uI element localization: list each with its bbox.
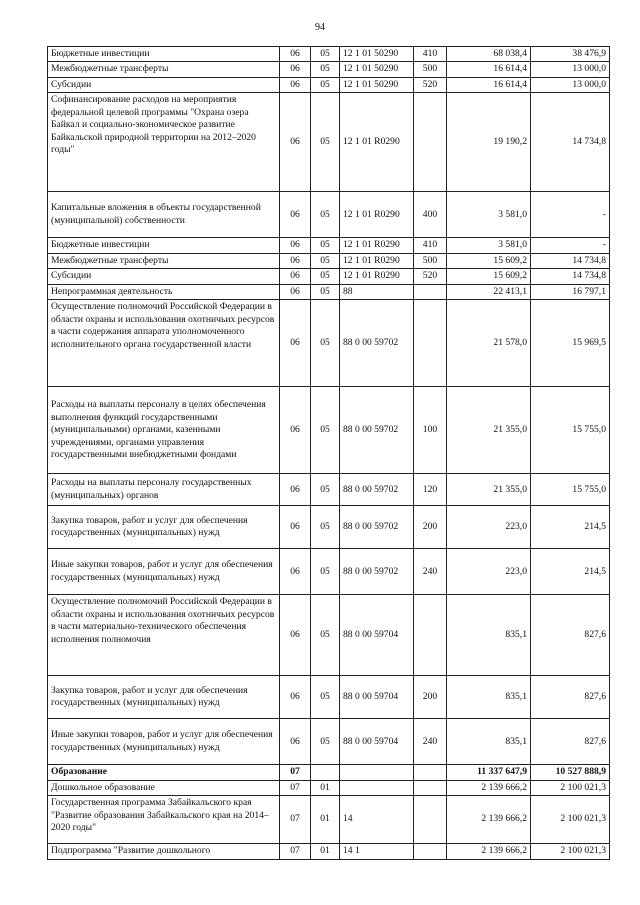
row-section: 06 — [280, 253, 311, 268]
row-amount-2: 13 000,0 — [531, 77, 610, 92]
row-name: Осуществление полномочий Российской Федерации в области охраны и использования охотничьих ресурсов в части содержания аппарата уполномоченного исполнительного органа государственной власти — [48, 300, 280, 387]
row-subsection: 05 — [311, 676, 340, 719]
row-subsection: 05 — [311, 253, 340, 268]
row-amount-1: 68 038,4 — [447, 47, 531, 62]
table-row — [48, 676, 610, 719]
table-row — [48, 192, 610, 238]
row-subsection: 05 — [311, 269, 340, 284]
budget-table — [47, 46, 610, 860]
row-expense-type — [414, 284, 447, 299]
row-amount-1: 835,1 — [447, 676, 531, 719]
row-section: 06 — [280, 238, 311, 253]
row-name: Осуществление полномочий Российской Федерации в области охраны и использования охотничьих ресурсов в части материально-технического обеспечения исполнения полномочия — [48, 595, 280, 676]
row-expense-type: 240 — [414, 549, 447, 595]
table-row — [48, 474, 610, 506]
row-expense-type: 200 — [414, 506, 447, 549]
table-row — [48, 300, 610, 387]
table-row — [48, 62, 610, 77]
table-row — [48, 844, 610, 859]
table-row — [48, 284, 610, 299]
row-subsection: 05 — [311, 719, 340, 765]
table-row — [48, 719, 610, 765]
row-amount-2: - — [531, 238, 610, 253]
row-expense-type: 400 — [414, 192, 447, 238]
row-target-article: 88 0 00 59702 — [340, 549, 414, 595]
row-expense-type — [414, 300, 447, 387]
row-name: Иные закупки товаров, работ и услуг для обеспечения государственных (муниципальных) нужд — [48, 719, 280, 765]
row-amount-2: 14 734,8 — [531, 93, 610, 192]
table-row — [48, 796, 610, 844]
table-row — [48, 387, 610, 474]
row-amount-1: 15 609,2 — [447, 253, 531, 268]
row-name: Капитальные вложения в объекты государственной (муниципальной) собственности — [48, 192, 280, 238]
row-name: Иные закупки товаров, работ и услуг для обеспечения государственных (муниципальных) нужд — [48, 549, 280, 595]
row-expense-type: 120 — [414, 474, 447, 506]
row-amount-1: 835,1 — [447, 719, 531, 765]
row-target-article: 88 0 00 59702 — [340, 387, 414, 474]
row-amount-2: 14 734,8 — [531, 253, 610, 268]
row-amount-2: 38 476,9 — [531, 47, 610, 62]
row-amount-2: 827,6 — [531, 676, 610, 719]
row-amount-1: 21 355,0 — [447, 474, 531, 506]
row-amount-2: 13 000,0 — [531, 62, 610, 77]
row-section: 06 — [280, 77, 311, 92]
row-section: 06 — [280, 47, 311, 62]
row-subsection: 05 — [311, 238, 340, 253]
row-section: 06 — [280, 192, 311, 238]
row-target-article: 12 1 01 R0290 — [340, 238, 414, 253]
row-subsection: 05 — [311, 93, 340, 192]
row-subsection: 01 — [311, 796, 340, 844]
row-expense-type: 100 — [414, 387, 447, 474]
row-section: 07 — [280, 780, 311, 795]
row-target-article: 14 — [340, 796, 414, 844]
row-section: 06 — [280, 387, 311, 474]
row-amount-1: 21 578,0 — [447, 300, 531, 387]
row-amount-2: 214,5 — [531, 549, 610, 595]
row-subsection: 05 — [311, 506, 340, 549]
row-target-article: 88 — [340, 284, 414, 299]
row-amount-1: 22 413,1 — [447, 284, 531, 299]
row-subsection: 05 — [311, 47, 340, 62]
row-section: 07 — [280, 844, 311, 859]
table-row — [48, 765, 610, 780]
row-target-article: 14 1 — [340, 844, 414, 859]
row-amount-2: 2 100 021,3 — [531, 780, 610, 795]
row-name: Бюджетные инвестиции — [48, 47, 280, 62]
row-amount-1: 223,0 — [447, 549, 531, 595]
row-amount-1: 11 337 647,9 — [447, 765, 531, 780]
row-name: Закупка товаров, работ и услуг для обеспечения государственных (муниципальных) нужд — [48, 506, 280, 549]
row-amount-2: 15 755,0 — [531, 387, 610, 474]
page-number: 94 — [315, 22, 325, 33]
row-section: 07 — [280, 765, 311, 780]
table-row — [48, 595, 610, 676]
row-section: 06 — [280, 284, 311, 299]
row-target-article: 12 1 01 50290 — [340, 62, 414, 77]
row-section: 06 — [280, 474, 311, 506]
row-expense-type: 500 — [414, 62, 447, 77]
row-expense-type — [414, 780, 447, 795]
row-subsection — [311, 765, 340, 780]
row-subsection: 05 — [311, 77, 340, 92]
row-amount-2: 2 100 021,3 — [531, 796, 610, 844]
row-amount-2: 827,6 — [531, 595, 610, 676]
row-target-article: 88 0 00 59702 — [340, 506, 414, 549]
row-name: Дошкольное образование — [48, 780, 280, 795]
table-row — [48, 253, 610, 268]
row-expense-type — [414, 765, 447, 780]
row-target-article: 12 1 01 50290 — [340, 47, 414, 62]
row-target-article — [340, 765, 414, 780]
row-section: 06 — [280, 676, 311, 719]
row-amount-1: 3 581,0 — [447, 192, 531, 238]
row-amount-1: 16 614,4 — [447, 62, 531, 77]
row-target-article: 88 0 00 59704 — [340, 719, 414, 765]
row-section: 06 — [280, 549, 311, 595]
row-amount-1: 835,1 — [447, 595, 531, 676]
row-subsection: 05 — [311, 62, 340, 77]
row-amount-2: 15 969,5 — [531, 300, 610, 387]
table-row — [48, 269, 610, 284]
row-subsection: 05 — [311, 192, 340, 238]
row-amount-1: 21 355,0 — [447, 387, 531, 474]
row-amount-1: 2 139 666,2 — [447, 780, 531, 795]
row-amount-2: 2 100 021,3 — [531, 844, 610, 859]
row-subsection: 05 — [311, 474, 340, 506]
row-subsection: 05 — [311, 300, 340, 387]
table-row — [48, 93, 610, 192]
row-expense-type: 200 — [414, 676, 447, 719]
row-amount-1: 223,0 — [447, 506, 531, 549]
row-amount-1: 19 190,2 — [447, 93, 531, 192]
row-subsection: 05 — [311, 595, 340, 676]
row-section: 06 — [280, 62, 311, 77]
table-row — [48, 77, 610, 92]
row-name: Образование — [48, 765, 280, 780]
row-name: Субсидии — [48, 269, 280, 284]
row-amount-1: 3 581,0 — [447, 238, 531, 253]
row-expense-type: 240 — [414, 719, 447, 765]
row-amount-2: - — [531, 192, 610, 238]
row-subsection: 05 — [311, 549, 340, 595]
row-subsection: 01 — [311, 844, 340, 859]
row-subsection: 05 — [311, 387, 340, 474]
row-target-article: 88 0 00 59702 — [340, 474, 414, 506]
row-expense-type — [414, 93, 447, 192]
row-name: Межбюджетные трансферты — [48, 253, 280, 268]
row-amount-2: 14 734,8 — [531, 269, 610, 284]
row-section: 06 — [280, 506, 311, 549]
row-amount-1: 2 139 666,2 — [447, 844, 531, 859]
row-amount-2: 827,6 — [531, 719, 610, 765]
row-name: Бюджетные инвестиции — [48, 238, 280, 253]
row-expense-type — [414, 844, 447, 859]
row-subsection: 05 — [311, 284, 340, 299]
row-section: 06 — [280, 300, 311, 387]
row-name: Межбюджетные трансферты — [48, 62, 280, 77]
row-amount-1: 2 139 666,2 — [447, 796, 531, 844]
row-amount-2: 10 527 888,9 — [531, 765, 610, 780]
row-name: Закупка товаров, работ и услуг для обеспечения государственных (муниципальных) нужд — [48, 676, 280, 719]
row-target-article: 88 0 00 59704 — [340, 676, 414, 719]
table-row — [48, 780, 610, 795]
row-expense-type: 410 — [414, 47, 447, 62]
row-target-article: 12 1 01 50290 — [340, 77, 414, 92]
table-row — [48, 506, 610, 549]
table-row — [48, 238, 610, 253]
row-expense-type — [414, 796, 447, 844]
row-amount-2: 16 797,1 — [531, 284, 610, 299]
row-name: Подпрограмма "Развитие дошкольного — [48, 844, 280, 859]
row-section: 06 — [280, 595, 311, 676]
row-target-article — [340, 780, 414, 795]
row-amount-1: 16 614,4 — [447, 77, 531, 92]
row-section: 06 — [280, 269, 311, 284]
row-amount-1: 15 609,2 — [447, 269, 531, 284]
row-expense-type: 520 — [414, 77, 447, 92]
row-expense-type — [414, 595, 447, 676]
row-target-article: 88 0 00 59702 — [340, 300, 414, 387]
row-section: 06 — [280, 93, 311, 192]
row-target-article: 12 1 01 R0290 — [340, 269, 414, 284]
row-amount-2: 214,5 — [531, 506, 610, 549]
budget-table-body — [48, 47, 610, 860]
row-target-article: 12 1 01 R0290 — [340, 192, 414, 238]
row-section: 06 — [280, 719, 311, 765]
row-target-article: 12 1 01 R0290 — [340, 93, 414, 192]
row-expense-type: 410 — [414, 238, 447, 253]
row-section: 07 — [280, 796, 311, 844]
table-row — [48, 47, 610, 62]
row-name: Расходы на выплаты персоналу государственных (муниципальных) органов — [48, 474, 280, 506]
row-subsection: 01 — [311, 780, 340, 795]
row-name: Государственная программа Забайкальского края "Развитие образования Забайкальского края на 2014–2020 годы" — [48, 796, 280, 844]
row-name: Софинансирование расходов на мероприятия федеральной целевой программы "Охрана озера Байкал и социально-экономическое развитие Байкальской природной территории на 2012–2020 годы" — [48, 93, 280, 192]
row-expense-type: 500 — [414, 253, 447, 268]
row-name: Непрограммная деятельность — [48, 284, 280, 299]
row-amount-2: 15 755,0 — [531, 474, 610, 506]
table-row — [48, 549, 610, 595]
row-name: Субсидии — [48, 77, 280, 92]
row-target-article: 88 0 00 59704 — [340, 595, 414, 676]
row-expense-type: 520 — [414, 269, 447, 284]
row-target-article: 12 1 01 R0290 — [340, 253, 414, 268]
row-name: Расходы на выплаты персоналу в целях обеспечения выполнения функций государственными (муниципальными) органами, казенными учреждениями, органами управления государственными внебюджетными фондами — [48, 387, 280, 474]
